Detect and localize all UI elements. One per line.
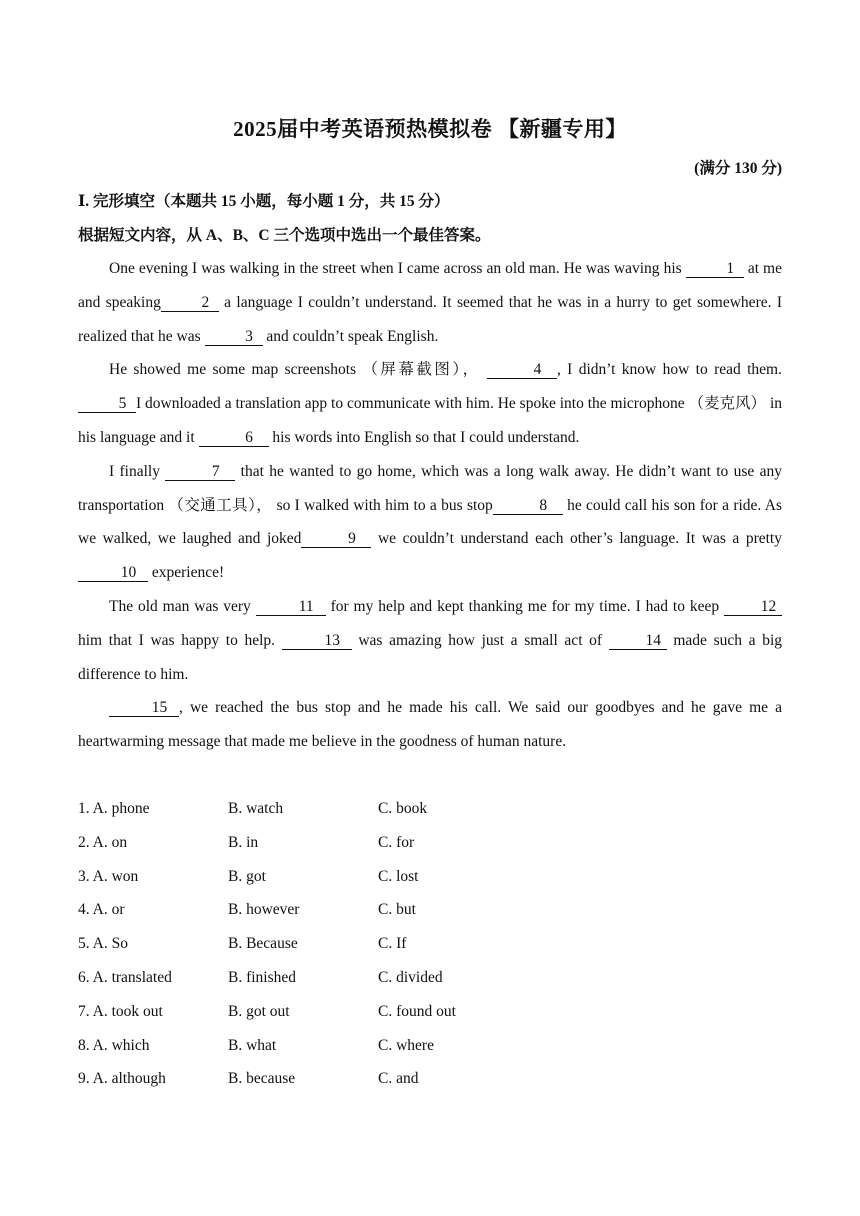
option-c: C. If	[378, 935, 407, 953]
option-a: 9. A. although	[78, 1070, 166, 1088]
option-c: C. where	[378, 1036, 434, 1054]
passage-text: One evening I was walking in the street when I came across an old man. He was waving his	[109, 260, 686, 277]
passage-text: , we reached the bus stop and he made his call. We said our goodbyes and he gave me a heartwarming message that made me believe in the goodness of human nature.	[78, 699, 782, 751]
passage-text: we couldn’t understand each other’s language. It was a pretty	[371, 530, 782, 548]
passage-text: at me and speaking	[78, 260, 782, 311]
option-row-4	[78, 893, 782, 927]
option-b: B. got	[228, 867, 266, 885]
passage-text: I finally	[109, 462, 166, 480]
blank-13: 13	[282, 632, 352, 650]
option-b: B. because	[228, 1070, 296, 1088]
blank-12: 12	[724, 598, 782, 616]
blank-1: 1	[686, 260, 744, 278]
option-b: B. what	[228, 1036, 277, 1054]
blank-4: 4	[487, 361, 557, 379]
option-a: 5. A. So	[78, 935, 128, 953]
option-row-5	[78, 927, 782, 961]
option-row-8	[78, 1029, 782, 1063]
option-b: B. Because	[228, 935, 298, 953]
passage-text: , I didn’t know how to read them.	[556, 361, 782, 379]
option-c: C. lost	[378, 867, 419, 885]
option-a: 4. A. or	[78, 901, 125, 919]
option-b: B. watch	[228, 800, 284, 817]
passage-text: he could call his son for a ride. As we walked, we laughed and joked	[78, 496, 782, 548]
blank-7: 7	[165, 463, 235, 481]
blank-15: 15	[109, 699, 179, 717]
passage-text: He showed me some map screenshots （屏幕截图），	[109, 361, 487, 379]
option-row-6	[78, 961, 782, 995]
blank-11: 11	[256, 598, 326, 616]
option-c: C. found out	[378, 1002, 456, 1020]
option-a: 3. A. won	[78, 867, 139, 885]
paragraph-4	[78, 590, 782, 691]
option-row-2	[78, 826, 782, 860]
blank-5: 5	[78, 395, 136, 413]
option-c: C. and	[378, 1070, 419, 1088]
option-b: B. in	[228, 833, 259, 851]
option-row-9	[78, 1062, 782, 1096]
blank-6: 6	[199, 429, 269, 447]
passage-text: made such a big difference to him.	[78, 631, 782, 683]
option-a: 6. A. translated	[78, 968, 172, 986]
paragraph-3	[78, 455, 782, 590]
passage-text: him that I was happy to help.	[78, 631, 282, 649]
passage-text: The old man was very	[109, 597, 256, 615]
passage-text: that he wanted to go home, which was a long walk away. He didn’t want to use any transportation （交通工具）， so I walked with him to a bus stop	[78, 462, 782, 514]
paragraph-2	[78, 353, 782, 454]
passage-text: for my help and kept thanking me for my time. I had to keep	[325, 597, 724, 615]
page-title: 2025届中考英语预热模拟卷 【新疆专用】	[233, 117, 627, 141]
option-c: C. divided	[378, 968, 443, 986]
paragraph-1	[78, 252, 782, 353]
score-note: (满分 130 分)	[694, 160, 782, 177]
section-heading: Ⅰ. 完形填空（本题共 15 小题，每小题 1 分，共 15 分）	[78, 193, 450, 210]
option-row-1	[78, 792, 782, 826]
option-row-7	[78, 995, 782, 1029]
blank-9: 9	[301, 530, 371, 548]
option-a: 2. A. on	[78, 833, 128, 851]
passage-text: was amazing how just a small act of	[351, 631, 609, 649]
option-a: 8. A. which	[78, 1036, 150, 1054]
option-b: B. finished	[228, 968, 297, 986]
option-a: 7. A. took out	[78, 1002, 163, 1020]
answer-options	[78, 792, 782, 1096]
paragraph-5	[78, 691, 782, 759]
passage-text: a language I couldn’t understand. It seemed that he was in a hurry to get somewhere. I realized that he was	[78, 293, 782, 345]
cloze-passage	[78, 252, 782, 759]
blank-8: 8	[493, 497, 563, 515]
option-b: B. however	[228, 901, 300, 919]
blank-2: 2	[161, 294, 219, 312]
blank-14: 14	[609, 632, 667, 650]
passage-text: his words into English so that I could understand.	[268, 428, 580, 446]
passage-text: and couldn’t speak English.	[262, 327, 439, 345]
option-c: C. but	[378, 901, 416, 919]
passage-text: I downloaded a translation app to communicate with him. He spoke into the microphone （麦克风） in his language and it	[78, 395, 782, 446]
blank-10: 10	[78, 564, 148, 582]
option-row-3	[78, 860, 782, 894]
option-b: B. got out	[228, 1002, 290, 1020]
option-c: C. book	[378, 800, 428, 817]
section-instruction: 根据短文内容，从 A、B、C 三个选项中选出一个最佳答案。	[78, 227, 491, 244]
option-a: 1. A. phone	[78, 800, 150, 817]
blank-3: 3	[205, 328, 263, 346]
passage-text: experience!	[148, 564, 225, 582]
option-c: C. for	[378, 833, 415, 851]
